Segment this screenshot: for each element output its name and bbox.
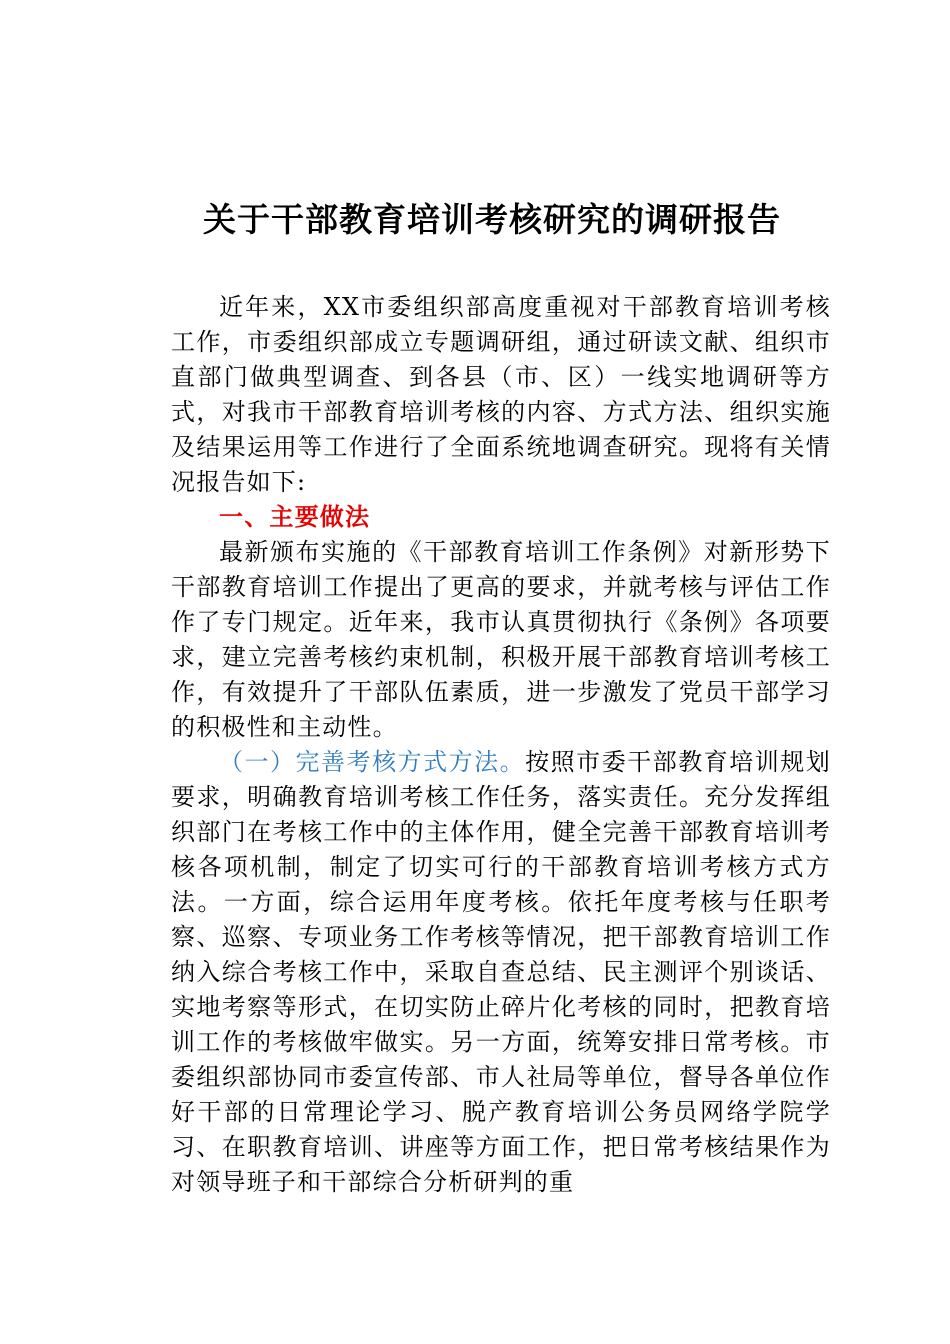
document-body (171, 290, 831, 1200)
subsection-text: 按照市委干部教育培训规划要求，明确教育培训考核工作任务，落实责任。充分发挥组织部门在考核工作中的主体作用，健全完善干部教育培训考核各项机制，制定了切实可行的干部教育培训考核方式方法。一方面，综合运用年度考核。依托年度考核与任职考察、巡察、专项业务工作考核等情况，把干部教育培训工作纳入综合考核工作中，采取自查总结、民主测评个别谈话、实地考察等形式，在切实防止碎片化考核的同时，把教育培训工作的考核做牢做实。另一方面，统筹安排日常考核。市委组织部协同市委宣传部、市人社局等单位，督导各单位作好干部的日常理论学习、脱产教育培训公务员网络学院学习、在职教育培训、讲座等方面工作，把日常考核结果作为对领导班子和干部综合分析研判的重 (171, 748, 831, 1196)
intro-paragraph: 近年来，XX市委组织部高度重视对干部教育培训考核工作，市委组织部成立专题调研组，通过研读文献、组织市直部门做典型调查、到各县（市、区）一线实地调研等方式，对我市干部教育培训考核的内容、方式方法、组织实施及结果运用等工作进行了全面系统地调查研究。现将有关情况报告如下: (171, 293, 831, 496)
subsection-heading: （一）完善考核方式方法。 (219, 748, 526, 776)
section-heading (171, 500, 831, 535)
section-paragraph: 最新颁布实施的《干部教育培训工作条例》对新形势下干部教育培训工作提出了更高的要求，并就考核与评估工作作了专门规定。近年来，我市认真贯彻执行《条例》各项要求，建立完善考核约束机制，积极开展干部教育培训考核工作，有效提升了干部队伍素质，进一步激发了党员干部学习的积极性和主动性。 (171, 538, 831, 741)
subsection-paragraph (171, 745, 831, 1200)
document-title: 关于干部教育培训考核研究的调研报告 (203, 200, 781, 239)
section-heading-text: 一、主要做法 (219, 503, 371, 531)
